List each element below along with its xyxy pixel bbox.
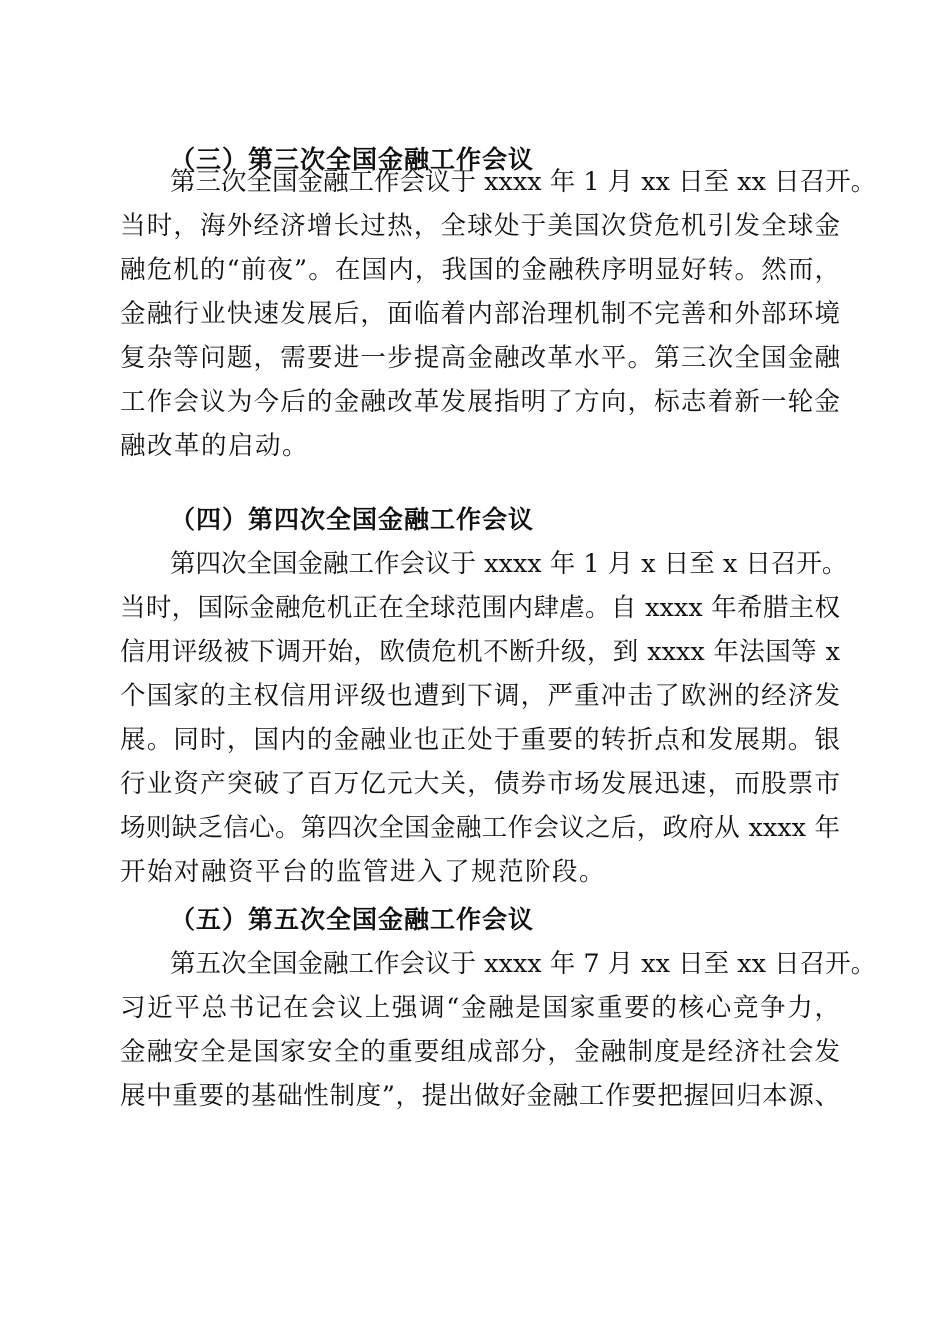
paragraph-line: 融改革的启动。 (120, 431, 310, 461)
paragraph-line: 第四次全国金融工作会议于 xxxx 年 1 月 x 日至 x 日召开。 (170, 549, 848, 579)
paragraph-line: 习近平总书记在会议上强调“金融是国家重要的核心竞争力， (120, 993, 840, 1023)
section-heading-4: （四）第四次全国金融工作会议 (170, 505, 535, 534)
paragraph-line: 第三次全国金融工作会议于 xxxx 年 1 月 xx 日至 xx 日召开。 (170, 167, 877, 197)
paragraph-line: 当时，国际金融危机正在全球范围内肆虐。自 xxxx 年希腊主权 (120, 593, 840, 623)
paragraph-line: 展。同时，国内的金融业也正处于重要的转折点和发展期。银 (120, 725, 840, 755)
paragraph-line: 展中重要的基础性制度”，提出做好金融工作要把握回归本源、 (120, 1081, 840, 1111)
paragraph-line: 场则缺乏信心。第四次全国金融工作会议之后，政府从 xxxx 年 (120, 813, 840, 843)
section-heading-5: （五）第五次全国金融工作会议 (170, 905, 535, 934)
paragraph-line: 当时，海外经济增长过热，全球处于美国次贷危机引发全球金 (120, 211, 840, 241)
paragraph-line: 行业资产突破了百万亿元大关，债券市场发展迅速，而股票市 (120, 769, 840, 799)
paragraph-line: 金融行业快速发展后，面临着内部治理机制不完善和外部环境 (120, 299, 840, 329)
section-heading-3: （三）第三次全国金融工作会议 (170, 145, 535, 174)
paragraph-line: 工作会议为今后的金融改革发展指明了方向，标志着新一轮金 (120, 387, 840, 417)
paragraph-line: 复杂等问题，需要进一步提高金融改革水平。第三次全国金融 (120, 343, 840, 373)
paragraph-line: 开始对融资平台的监管进入了规范阶段。 (120, 857, 607, 887)
paragraph-line: 第五次全国金融工作会议于 xxxx 年 7 月 xx 日至 xx 日召开。 (170, 949, 877, 979)
paragraph-line: 融危机的“前夜”。在国内，我国的金融秩序明显好转。然而， (120, 255, 840, 285)
paragraph-line: 信用评级被下调开始，欧债危机不断升级，到 xxxx 年法国等 x (120, 637, 840, 667)
paragraph-line: 金融安全是国家安全的重要组成部分，金融制度是经济社会发 (120, 1037, 840, 1067)
paragraph-line: 个国家的主权信用评级也遭到下调，严重冲击了欧洲的经济发 (120, 681, 840, 711)
